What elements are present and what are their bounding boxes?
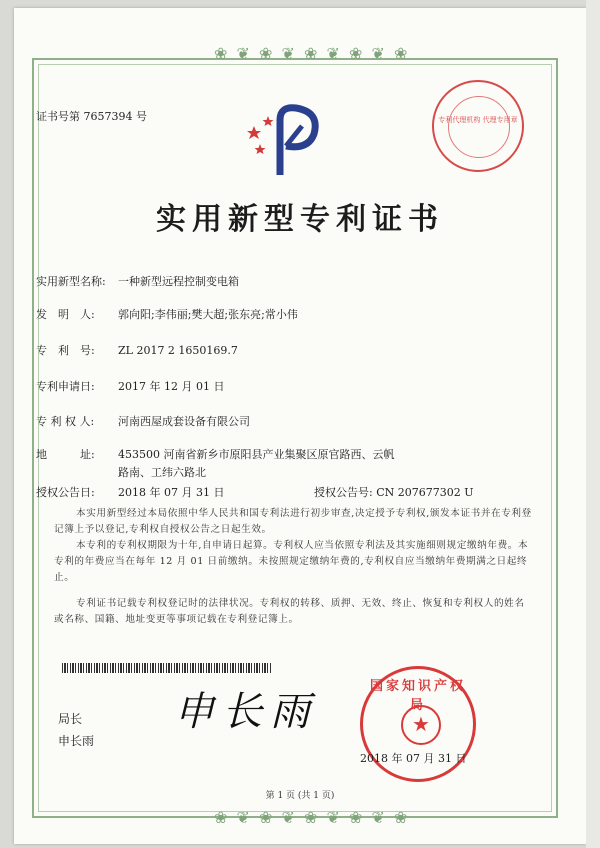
field-row bbox=[36, 446, 395, 462]
field-value: 郭向阳;李伟丽;樊大超;张东亮;常小伟 bbox=[118, 308, 298, 321]
agency-seal bbox=[432, 80, 524, 172]
ornament-top-icon: ❀ ❦ ❀ ❦ ❀ ❦ ❀ ❦ ❀ bbox=[214, 44, 410, 63]
field-value: 2017 年 12 月 01 日 bbox=[118, 380, 225, 393]
field-label: 专利申请日: bbox=[36, 380, 95, 393]
field-value: 一种新型远程控制变电箱 bbox=[118, 275, 239, 288]
page-footer: 第 1 页 (共 1 页) bbox=[265, 791, 335, 801]
director-name: 申长雨 bbox=[58, 734, 95, 748]
grant-no: CN 207677302 U bbox=[376, 486, 474, 499]
body-paragraph: 本专利的专利权期限为十年,自申请日起算。专利权人应当依照专利法及其实施细则规定缴纳年费。本专利的年费应当在每年 12 月 01 日前缴纳。未按照规定缴纳年费的,专利权自应当缴纳年费期满之日起终止。 bbox=[54, 540, 529, 583]
field-value: 路南、工纬六路北 bbox=[118, 466, 206, 479]
field-row bbox=[36, 464, 206, 480]
agency-seal-text: 专利代理机构 代理专用章 bbox=[438, 116, 518, 124]
field-label: 发 明 人: bbox=[36, 308, 95, 321]
ornament-bottom-icon: ❀ ❦ ❀ ❦ ❀ ❦ ❀ ❦ ❀ bbox=[214, 808, 410, 827]
patent-office-logo-icon bbox=[240, 100, 330, 180]
field-row bbox=[36, 342, 238, 358]
field-value: ZL 2017 2 1650169.7 bbox=[118, 344, 238, 357]
number-label: 证书号第 bbox=[36, 110, 80, 123]
field-label: 实用新型名称: bbox=[36, 275, 106, 288]
body-paragraph: 本实用新型经过本局依照中华人民共和国专利法进行初步审查,决定授予专利权,颁发本证书并在专利登记簿上予以登记,专利权自授权公告之日起生效。 bbox=[54, 508, 532, 535]
grant-no-label: 授权公告号: bbox=[314, 486, 373, 499]
certificate-number bbox=[36, 108, 147, 124]
grant-row bbox=[36, 484, 224, 500]
barcode bbox=[62, 663, 272, 673]
grant-date: 2018 年 07 月 31 日 bbox=[118, 486, 225, 499]
seal-date: 2018 年 07 月 31 日 bbox=[360, 752, 467, 765]
field-label: 专 利 权 人: bbox=[36, 415, 95, 428]
official-seal-name: 国家知识产权局 bbox=[369, 679, 466, 713]
certificate-body bbox=[54, 506, 534, 628]
grant-no-row bbox=[314, 484, 474, 500]
field-value: 河南西屋成套设备有限公司 bbox=[118, 415, 250, 428]
certificate-sheet bbox=[14, 8, 586, 844]
field-label: 地 址: bbox=[36, 448, 95, 461]
body-paragraph: 专利证书记载专利权登记时的法律状况。专利权的转移、质押、无效、终止、恢复和专利权人的姓名或名称、国籍、地址变更等事项记载在专利登记簿上。 bbox=[54, 598, 525, 625]
field-label: 专 利 号: bbox=[36, 344, 95, 357]
director-signature: 申长雨 bbox=[174, 689, 318, 735]
page-edge bbox=[586, 0, 600, 848]
director-title: 局长 bbox=[58, 712, 83, 726]
field-row bbox=[36, 378, 224, 394]
field-row bbox=[36, 273, 239, 289]
number-suffix: 号 bbox=[136, 110, 147, 123]
number-value: 7657394 bbox=[83, 110, 133, 123]
certificate-title: 实用新型专利证书 bbox=[156, 202, 444, 237]
national-emblem-icon: ★ bbox=[401, 705, 441, 745]
grant-date-label: 授权公告日: bbox=[36, 486, 95, 499]
field-row bbox=[36, 413, 250, 429]
field-row bbox=[36, 306, 298, 322]
field-value: 453500 河南省新乡市原阳县产业集聚区原官路西、云帆 bbox=[118, 448, 395, 461]
